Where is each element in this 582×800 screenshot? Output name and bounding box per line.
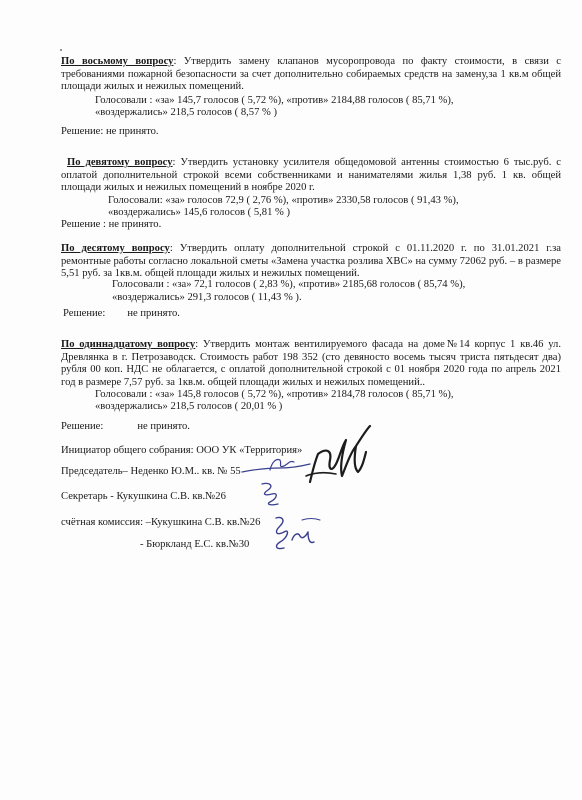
q10-votes-line1: Голосовали : «за» 72,1 голосов ( 2,83 %), «против» 2185,68 голосов ( 85,74 %),	[112, 279, 466, 290]
q11-decision	[61, 421, 190, 434]
q9-decision: Решение : не принято.	[61, 219, 162, 230]
secretary-line: Секретарь - Кукушкина С.В. кв.№26	[61, 491, 226, 502]
q10-decision-label: Решение:	[63, 308, 106, 319]
q11-text: : Утвердить монтаж вентилируемого фасада на доме№14 корпус 1 кв.46 ул. Древлянка в г. Петрозаводск. Стоимость работ 198 352 (сто девяносто восемь тысяч триста пятьдесят два) рубля 00 коп. НДС не облагается, с оплатой дополнительной строкой с 01 ноября 2020 года по апрель 2021 год в размере 7,57 руб. за 1кв.м. общей площади жилых и нежилых помещений..	[61, 339, 561, 388]
chairman-line: Председатель– Неденко Ю.М.. кв. № 55	[61, 466, 241, 477]
q10-votes-line2: «воздержались» 291,3 голосов ( 11,43 % ).	[112, 292, 302, 303]
q10-decision	[63, 308, 180, 321]
q10-text: : Утвердить оплату дополнительной строкой с 01.11.2020 г. по 31.01.2021 г.за ремонтные работы согласно локальной сметы «Замена участка розлива ХВС» на сумму 72062 руб. – в размере 5,51 руб. за 1кв.м. общей площади жилых и нежилых помещений.	[61, 243, 561, 280]
q9-votes-line2: «воздержались» 145,6 голосов ( 5,81 % )	[108, 207, 291, 218]
q8-decision: Решение: не принято.	[61, 126, 159, 137]
q11-decision-label: Решение:	[61, 421, 104, 432]
q11-paragraph	[61, 339, 561, 389]
q8-paragraph	[61, 56, 561, 94]
q11-label: По одиннадцатому вопросу	[61, 339, 196, 350]
q10-decision-value: не принято.	[127, 308, 180, 319]
q11-votes-line1: Голосовали : «за» 145,8 голосов ( 5,72 %), «против» 2184,78 голосов ( 85,71 %),	[95, 389, 454, 400]
secretary-signature	[252, 478, 292, 510]
scan-speck	[60, 49, 62, 51]
q8-text: : Утвердить замену клапанов мусоропровода по факту стоимости, в связи с требованиями пожарной безопасности за счет дополнительно собираемых средств на замену,за 1 кв.м общей площади жилых и нежилых помещений.	[61, 56, 561, 93]
q8-votes-line1: Голосовали : «за» 145,7 голосов ( 5,72 %), «против» 2184,88 голосов ( 85,71 %),	[95, 95, 454, 106]
q9-votes-line1: Голосовали: «за» голосов 72,9 ( 2,76 %), «против» 2330,58 голосов ( 91,43 %),	[108, 195, 459, 206]
q11-decision-value: не принято.	[137, 421, 190, 432]
chairman-signature	[236, 450, 316, 480]
q8-label: По восьмому вопросу	[61, 56, 174, 67]
q8-votes-line2: «воздержались» 218,5 голосов ( 8,57 % )	[95, 107, 278, 118]
commission-member-line: - Бюркланд Е.С. кв.№30	[140, 539, 250, 550]
q10-paragraph	[61, 243, 561, 281]
q9-paragraph	[61, 157, 561, 195]
initiator-line: Инициатор общего собрания: ООО УК «Территория»	[61, 445, 303, 456]
q11-votes-line2: «воздержались» 218,5 голосов ( 20,01 % )	[95, 401, 283, 412]
commission-signature	[262, 510, 332, 560]
q10-label: По десятому вопросу	[61, 243, 170, 254]
q9-text: : Утвердить установку усилителя общедомовой антенны стоимостью 6 тыс.руб. с оплатой дополнительной строкой всеми собственниками и нанимателями жилья 1,38 руб. 1 кв. общей площади жилых и нежилых помещений в ноябре 2020 г.	[61, 157, 561, 194]
q9-label: По девятому вопросу	[67, 157, 173, 168]
commission-line: счётная комиссия: –Кукушкина С.В. кв.№26	[61, 517, 261, 528]
